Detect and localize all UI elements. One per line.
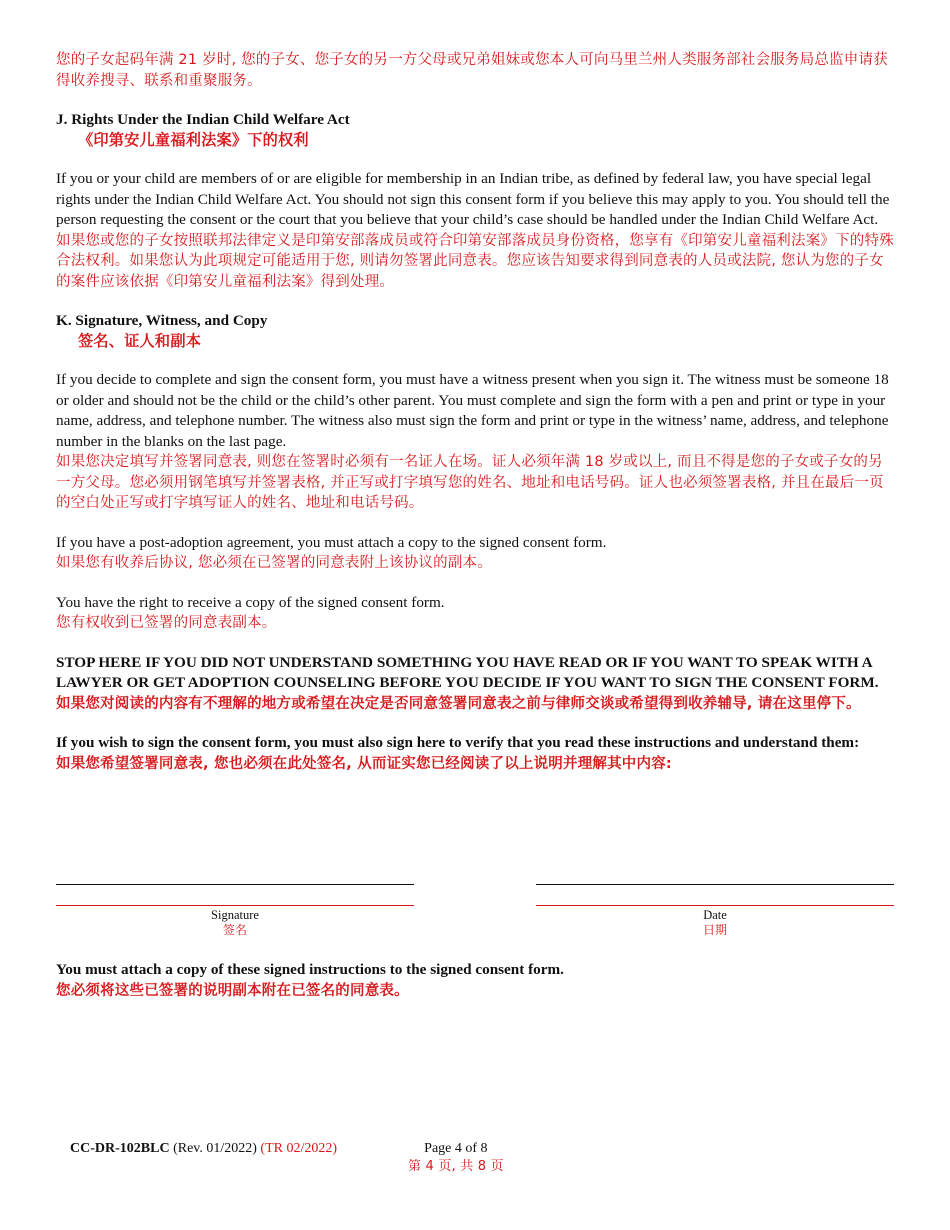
post-adoption-zh: 如果您有收养后协议, 您必须在已签署的同意表附上该协议的副本。 <box>56 555 492 571</box>
attach-notice <box>56 960 896 1001</box>
signature-line[interactable] <box>56 884 414 885</box>
date-field[interactable] <box>536 884 894 938</box>
copy-right-en: You have the right to receive a copy of the signed consent form. <box>56 593 445 611</box>
signature-label: Signature <box>211 908 259 922</box>
stop-notice-en: STOP HERE IF YOU DID NOT UNDERSTAND SOMETHING YOU HAVE READ OR IF YOU WANT TO SPEAK WITH A LAWYER OR GET ADOPTION COUNSELING BEFORE YOU DECIDE IF YOU WANT TO SIGN THE CONSENT FORM. <box>56 653 879 691</box>
post-adoption-paragraph <box>56 533 896 574</box>
date-line[interactable] <box>536 884 894 885</box>
date-label-zh: 日期 <box>702 923 727 937</box>
signature-line-translation <box>56 905 414 906</box>
signature-field[interactable] <box>56 884 414 938</box>
form-identifier <box>70 1140 337 1158</box>
attach-notice-en: You must attach a copy of these signed instructions to the signed consent form. <box>56 961 564 978</box>
post-adoption-en: If you have a post-adoption agreement, you must attach a copy to the signed consent form. <box>56 533 607 551</box>
section-k-body-zh: 如果您决定填写并签署同意表, 则您在签署时必须有一名证人在场。证人必须年满 18 岁或以上, 而且不得是您的子女或子女的另一方父母。您必须用钢笔填写并签署表格, 并正写或打字填写您的姓名、地址和电话号码。证人也必须签署表格, 并且在最后一页的空白处正写或打字填写证人的姓名、地址和电话号码。 <box>56 454 884 511</box>
form-translation-date: (TR 02/2022) <box>260 1141 338 1156</box>
section-j-body-en: If you or your child are members of or are eligible for membership in an Indian tribe, as defined by federal law, you have special legal rights under the Indian Child Welfare Act. You should not sign this consent form if you believe this may apply to you. You should tell the person requesting the consent or the court that you believe that your child’s case should be handled under the Indian Child Welfare Act. <box>56 170 890 228</box>
page-number-zh: 第 4 页, 共 8 页 <box>408 1159 504 1174</box>
section-j-body <box>56 169 896 292</box>
verify-notice <box>56 733 896 774</box>
section-k <box>56 311 896 351</box>
section-j-body-zh: 如果您或您的子女按照联邦法律定义是印第安部落成员或符合印第安部落成员身份资格，您享有《印第安儿童福利法案》下的特殊合法权利。如果您认为此项规定可能适用于您, 则请勿签署此同意表。您应该告知要求得到同意表的人员或法院, 您认为您的子女的案件应该依据《印第安儿童福利法案》得到处理。 <box>56 232 894 290</box>
stop-notice-zh: 如果您对阅读的内容有不理解的地方或希望在决定是否同意签署同意表之前与律师交谈或希望得到收养辅导, 请在这里停下。 <box>56 695 861 712</box>
verify-notice-zh: 如果您希望签署同意表, 您也必须在此处签名, 从而证实您已经阅读了以上说明并理解其中内容: <box>56 755 672 772</box>
section-j <box>56 110 896 150</box>
stop-notice <box>56 653 896 715</box>
date-label: Date <box>703 908 727 922</box>
verify-notice-en: If you wish to sign the consent form, you must also sign here to verify that you read these instructions and understand them: <box>56 734 860 751</box>
copy-right-zh: 您有权收到已签署的同意表副本。 <box>56 615 277 631</box>
form-code: CC-DR-102BLC <box>70 1141 170 1156</box>
section-k-body <box>56 370 896 514</box>
date-line-translation <box>536 905 894 906</box>
page-number-en: Page 4 of 8 <box>424 1141 488 1156</box>
attach-notice-zh: 您必须将这些已签署的说明副本附在已签名的同意表。 <box>56 982 409 999</box>
section-j-title-zh: 《印第安儿童福利法案》下的权利 <box>78 131 309 149</box>
intro-paragraph-zh: 您的子女起码年满 21 岁时, 您的子女、您子女的另一方父母或兄弟姐妹或您本人可向马里兰州人类服务部社会服务局总监申请获得收养搜寻、联系和重聚服务。 <box>56 52 888 89</box>
copy-right-paragraph <box>56 593 896 634</box>
section-k-body-en: If you decide to complete and sign the consent form, you must have a witness present when you sign it. The witness must be someone 18 or older and should not be the child or the child’s other parent. You must complete and sign the form with a pen and print or type in your name, address, and telephone number. The witness also must sign the form and print or type in the witness’ name, address, and telephone number in the blanks on the last page. <box>56 371 889 450</box>
form-revision: (Rev. 01/2022) <box>173 1141 257 1156</box>
section-k-title: K. Signature, Witness, and Copy <box>56 312 268 329</box>
document-body <box>56 50 896 793</box>
page-number <box>408 1140 504 1176</box>
signature-label-zh: 签名 <box>222 923 247 937</box>
section-j-title: J. Rights Under the Indian Child Welfare Act <box>56 111 350 128</box>
signature-area <box>56 884 896 944</box>
section-k-title-zh: 签名、证人和副本 <box>78 332 202 350</box>
